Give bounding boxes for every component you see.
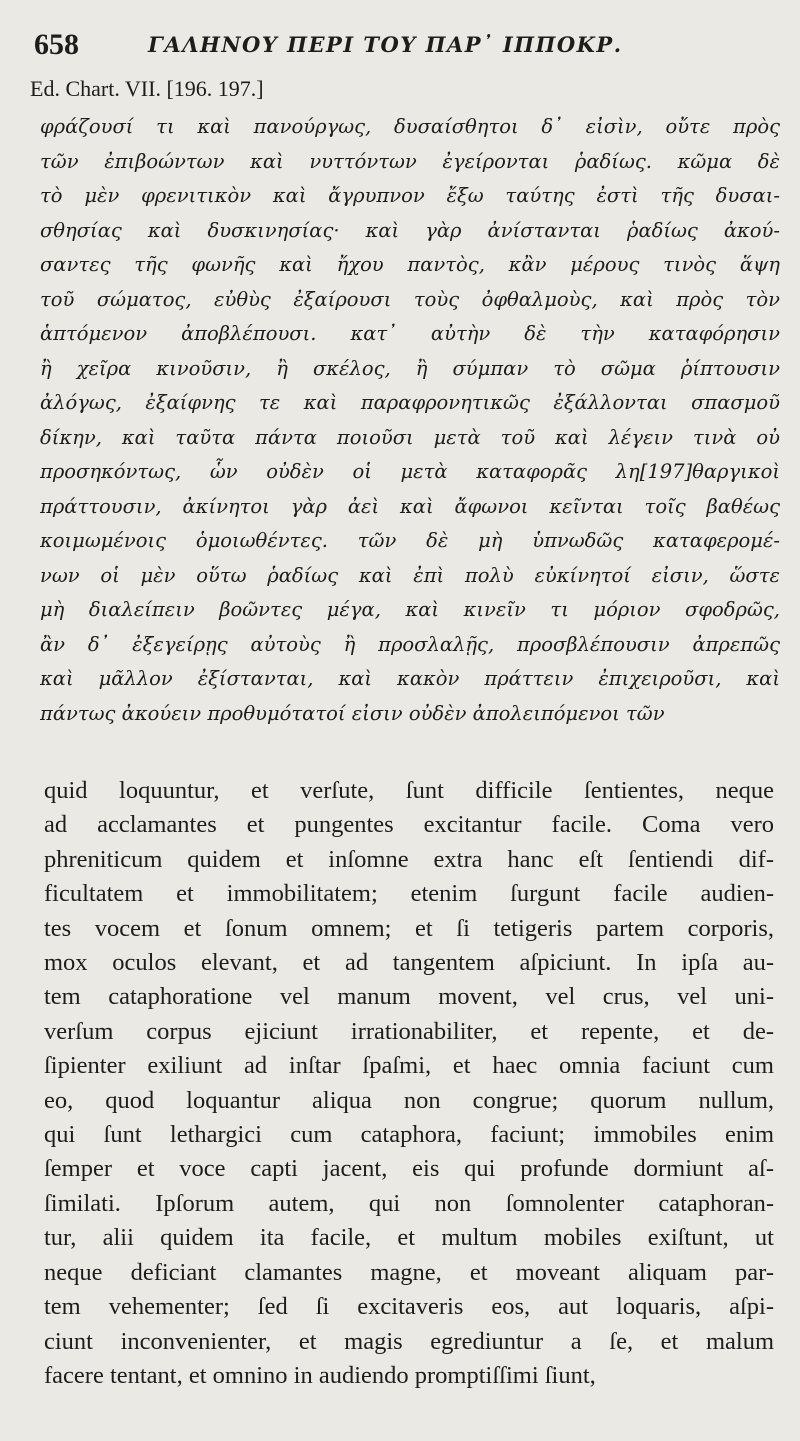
latin-text-line: ficultatem et immobilitatem; etenim ſurgunt facile audien- — [44, 880, 774, 908]
latin-text-line: ſipienter exiliunt ad inſtar ſpaſmi, et haec omnia faciunt cum — [44, 1052, 774, 1080]
edition-reference: Ed. Chart. VII. [196. 197.] — [30, 76, 264, 101]
greek-text-line: φράζουσί τι καὶ πανούργως, δυσαίσθητοι δ᾽ εἰσὶν, οὔτε πρὸς — [40, 115, 780, 138]
greek-text-line: ἀλόγως, ἐξαίφνης τε καὶ παραφρονητικῶς ἐξάλλονται σπασμοῦ — [40, 391, 780, 414]
greek-text-block — [40, 110, 780, 731]
latin-text-line: tes vocem et ſonum omnem; et ſi tetigeris partem corporis, — [44, 914, 774, 942]
greek-text-line: πάντως ἀκούειν προθυμότατοί εἰσιν οὐδὲν ἀπολειπόμενοι τῶν — [40, 701, 665, 725]
greek-text-line: τοῦ σώματος, εὐθὺς ἐξαίρουσι τοὺς ὀφθαλμοὺς, καὶ πρὸς τὸν — [40, 287, 780, 311]
latin-text-line: phreniticum quidem et inſomne extra hanc eſt ſentiendi dif- — [44, 845, 774, 873]
latin-text-line: neque deficiant clamantes magne, et moveant aliquam par- — [44, 1258, 774, 1286]
greek-text-line: τὸ μὲν φρενιτικὸν καὶ ἄγρυπνον ἔξω ταύτης ἐστὶ τῆς δυσαι- — [40, 184, 780, 207]
latin-text-line: ſimilati. Ipſorum autem, qui non ſomnolenter cataphoran- — [44, 1189, 774, 1217]
page-header — [28, 26, 768, 66]
greek-text-line: δίκην, καὶ ταῦτα πάντα ποιοῦσι μετὰ τοῦ καὶ λέγειν τινὰ οὐ — [40, 425, 780, 449]
latin-text-line: quid loquuntur, et verſute, ſunt difficile ſentientes, neque — [44, 777, 774, 804]
latin-text-line: eo, quod loquantur aliqua non congrue; quorum nullum, — [44, 1086, 774, 1114]
greek-text-line: μὴ διαλείπειν βοῶντες μέγα, καὶ κινεῖν τι μόριον σφοδρῶς, — [40, 598, 780, 621]
greek-text-line: σθησίας καὶ δυσκινησίας· καὶ γὰρ ἀνίστανται ῥαδίως ἀκού- — [40, 218, 780, 242]
greek-text-line: ἢ χεῖρα κινοῦσιν, ἢ σκέλος, ἢ σύμπαν τὸ σῶμα ῥίπτουσιν — [40, 356, 780, 380]
greek-text-line: ἂν δ᾽ ἐξεγείρῃς αὐτοὺς ἢ προσλαλῇς, προσβλέπουσιν ἀπρεπῶς — [40, 632, 780, 656]
latin-text-line: qui ſunt lethargici cum cataphora, faciunt; immobiles enim — [44, 1121, 774, 1149]
latin-text-line: verſum corpus ejiciunt irrationabiliter, et repente, et de- — [44, 1017, 774, 1045]
greek-text-line: σαντες τῆς φωνῆς καὶ ἤχου παντὸς, κἂν μέρους τινὸς ἅψη — [40, 253, 780, 276]
latin-text-line: ciunt inconvenienter, et magis egrediuntur a ſe, et malum — [44, 1327, 774, 1355]
greek-text-line: καὶ μᾶλλον ἐξίστανται, καὶ κακὸν πράττειν ἐπιχειροῦσι, καὶ — [40, 667, 780, 690]
latin-text-line: tem cataphoratione vel manum movent, vel crus, vel uni- — [44, 983, 774, 1011]
latin-text-line: facere tentant, et omnino in audiendo promptiſſimi ſiunt, — [44, 1361, 596, 1389]
greek-text-line: πράττουσιν, ἀκίνητοι γὰρ ἀεὶ καὶ ἄφωνοι κεῖνται τοῖς βαθέως — [40, 494, 780, 518]
latin-text-line: mox oculos elevant, et ad tangentem aſpiciunt. In ipſa au- — [44, 949, 774, 977]
greek-text-line: ἁπτόμενον ἀποβλέπουσι. κατ᾽ αὐτὴν δὲ τὴν καταφόρησιν — [40, 322, 780, 345]
greek-text-line: τῶν ἐπιβοώντων καὶ νυττόντων ἐγείρονται ῥαδίως. κῶμα δὲ — [40, 149, 780, 173]
latin-text-line: ſemper et voce capti jacent, eis qui profunde dormiunt aſ- — [44, 1155, 774, 1183]
page-number: 658 — [34, 28, 79, 61]
greek-text-line: νων οἱ μὲν οὕτω ῥαδίως καὶ ἐπὶ πολὺ εὐκίνητοί εἰσιν, ὥστε — [40, 563, 780, 587]
latin-text-block — [44, 774, 774, 1393]
latin-text-line: tur, alii quidem ita facile, et multum mobiles exiſtunt, ut — [44, 1224, 774, 1252]
latin-text-line: tem vehementer; ſed ſi excitaveris eos, aut loquaris, aſpi- — [44, 1293, 774, 1321]
greek-text-line: προσηκόντως, ὧν οὐδὲν οἱ μετὰ καταφορᾶς λη[197]θαργικοὶ — [40, 460, 780, 483]
running-head: ΓΑΛΗΝΟΥ ΠΕΡΙ ΤΟΥ ΠΑΡ᾽ ΙΠΠΟΚΡ. — [148, 32, 623, 57]
greek-text-line: κοιμωμένοις ὁμοιωθέντες. τῶν δὲ μὴ ὑπνωδῶς καταφερομέ- — [40, 529, 780, 552]
latin-text-line: ad acclamantes et pungentes excitantur facile. Coma vero — [44, 811, 774, 839]
